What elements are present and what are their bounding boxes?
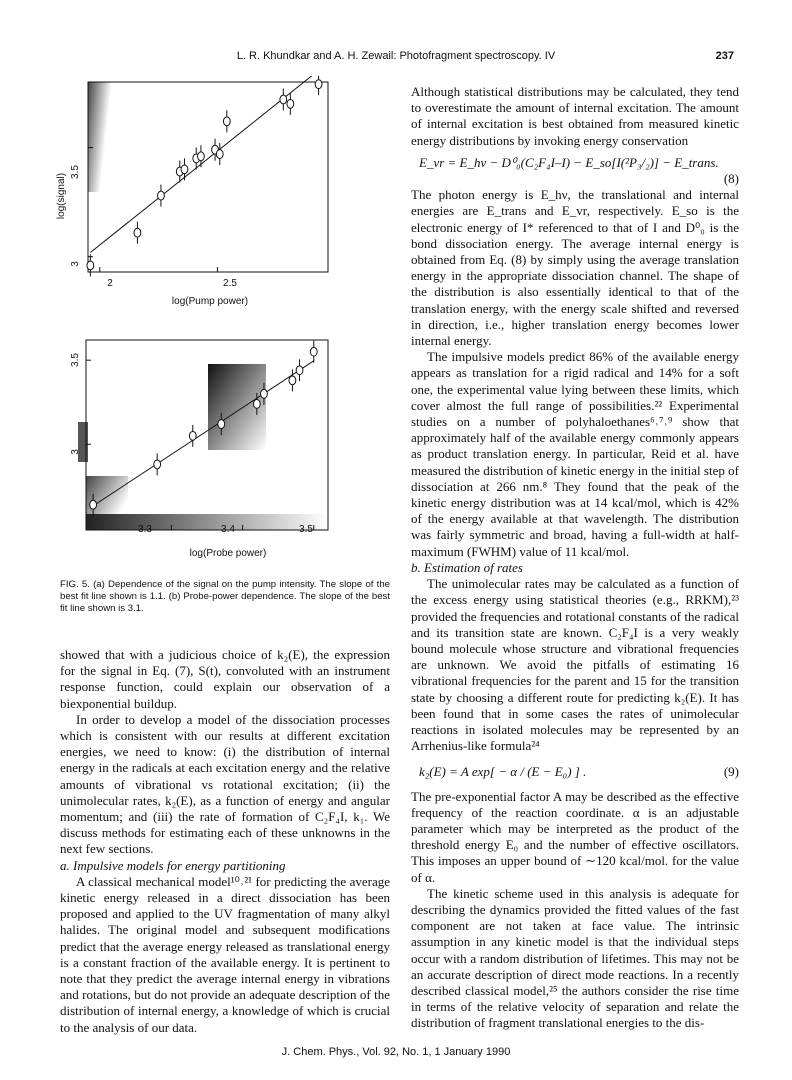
paragraph: The photon energy is E_hν, the translational and internal energies are E_trans and E_vr, respectively. E_so is the electronic energy of I* referenced to that of I and D⁰₀ is the bond dissociation energy. The average internal energy is obtained from Eq. (8) by simply using the average translation energy in the appropriate dissociation channel. The shape of the distribution is also essentially identical to that of the translation energy, with the energy scale shifted and reversed in direction, i.e., higher translation energy becomes lower internal energy. [411,187,739,349]
data-point [154,460,161,469]
xtick-label: 3.5 [299,524,313,535]
fit-line [93,361,314,506]
scan-shading [86,514,328,530]
paragraph: The unimolecular rates may be calculated as a function of the excess energy using statistical theories (e.g., RRKM),²³ provided the frequencies and rotational constants of the radical and its transition state are known. C₂F₄I is a very weakly bound molecule whose structure and vibrational frequencies are unknown. We avoid the pitfalls of estimating 16 vibrational frequencies for the parent and 15 for the transition state by choosing a different route for predicting k₂(E). It has been found that in some cases the rates of unimolecular reactions in isolated molecules may be represented by an Arrhenius-like formula²⁴ [411,576,739,754]
data-point [296,366,303,375]
section-heading: b. Estimation of rates [411,559,523,575]
data-point [289,376,296,385]
equation-body: E_vr = E_hν − D⁰₀(C₂F₄I–I) − E_so[I(²P₃/₂)] − E_trans. [419,154,719,170]
equation-number: (8) [723,171,739,187]
xtick-label: 3.3 [138,524,152,535]
paragraph: Although statistical distributions may be calculated, they tend to overestimate the amount of internal excitation. The amount of internal excitation is best obtained from measured kinetic energy distributions by invoking energy conservation [411,84,739,148]
data-point [261,389,268,398]
left-column [60,647,390,1036]
y-axis-label: log(signal) [56,172,67,220]
paragraph: The pre-exponential factor A may be described as the effective frequency of the reaction coordinate. α is an adjustable parameter which may be interpreted as the product of the threshold energy E₀ and the number of effective oscillators. This imposes an upper bound of ∼120 kcal/mol. for the value of α. [411,788,739,885]
figure-caption: FIG. 5. (a) Dependence of the signal on the pump intensity. The slope of the best fit line shown is 1.1. (b) Probe-power dependence. The slope of the best fit line shown is 3.1. [60,579,390,614]
paragraph: A classical mechanical model¹⁰˒²¹ for predicting the average kinetic energy released in a direct dissociation has been proposed and applied to the UV fragmentation of many alkyl halides. The original model and subsequent modifications predict that the average energy released as translational energy is a constant fraction of the available energy. It is pertinent to note that they predict the average internal energy in vibrations and rotations, but do not provide an adequate description of the distribution of internal energy, a knowledge of which is crucial to the analysis of our data. [60,873,390,1035]
journal-footer: J. Chem. Phys., Vol. 92, No. 1, 1 January 1990 [281,1046,511,1058]
x-axis-label: log(Pump power) [171,296,249,307]
data-point [223,117,230,126]
paragraph: In order to develop a model of the dissociation processes which is consistent with our results at different excitation energies, we need to know: (i) the distribution of internal energy in the radicals at each excitation energy and the relative amounts of vibrational vs rotational excitation; (ii) the unimolecular rates, k₂(E), as a function of energy and angular momentum; and (iii) the rate of formation of C₂F₄I, k₁. We discuss methods for estimating each of these unknowns in the next few sections. [60,711,390,857]
data-point [280,95,287,104]
data-point [310,347,317,356]
ytick-label: 3 [70,261,81,267]
data-point [87,261,94,270]
running-header [0,50,792,66]
figure-5a [52,76,352,308]
equation-body: k₂(E) = A exp[ − α / (E − E₀) ] . [419,764,587,780]
data-point [216,150,223,159]
figure-5b [52,334,352,562]
data-point [181,165,188,174]
ytick-label: 3.5 [70,165,81,179]
data-point [189,431,196,440]
equation-9 [411,764,739,780]
paragraph: showed that with a judicious choice of k₂(E), the expression for the signal in Eq. (7), S(t), convoluted with an instrument response function, could explain our observation of a biexponential buildup. [60,647,390,711]
paragraph: The kinetic scheme used in this analysis is adequate for describing the dynamics provided the fitted values of the fast component are not taken at face value. The intrinsic assumption in any kinetic model is that the individual steps occur with a random distribution of lifetimes. This may not be an accurate description of direct mode reactions. In a recently described classical model,²⁵ the authors consider the rise time in terms of the relative velocity of separation and relate the distribution of fragment translational energies to the dis- [411,885,739,1031]
page-number: 237 [715,50,734,62]
xtick-label: 2 [107,278,113,289]
data-point [90,500,97,509]
y-axis-label: log(signal) [58,420,69,468]
equation-8 [411,155,739,171]
equation-number: (9) [723,764,739,780]
paragraph: The impulsive models predict 86% of the available energy appears as translation for a rigid radical and 14% for a soft one, the experimental value lying between these limits, which cover almost the full range of possibilities.²² Experimental studies on a number of polyhaloethanes⁶˒⁷˒⁹ show that approximately half of the available energy commonly appears as product translation energy. In particular, Reid et al. have measured the distribution of kinetic energy in the initial step of dissociation at 266 nm.⁸ They found that the peak of the kinetic energy distribution was at 14 kcal/mol, which is 42% of the energy available at that wavelength. The distribution was fairly symmetric and broad, having a full-width at half-maximum (FWHM) value of 11 kcal/mol. [411,349,739,559]
ytick-label: 3.5 [70,353,81,367]
scan-shading [88,82,128,192]
scan-shading [86,476,128,516]
right-column [411,84,739,1032]
xtick-label: 2.5 [223,278,237,289]
data-point [253,399,260,408]
x-axis-label: log(Probe power) [189,548,267,559]
data-point [218,420,225,429]
header-title: L. R. Khundkar and A. H. Zewail: Photofragment spectroscopy. IV [236,50,556,62]
data-point [287,99,294,108]
data-point [315,80,322,89]
data-point [158,191,165,200]
xtick-label: 3.4 [221,524,235,535]
data-point [198,152,205,161]
section-heading: a. Impulsive models for energy partitioning [60,857,286,873]
ytick-label: 3 [70,449,81,455]
data-point [134,228,141,237]
